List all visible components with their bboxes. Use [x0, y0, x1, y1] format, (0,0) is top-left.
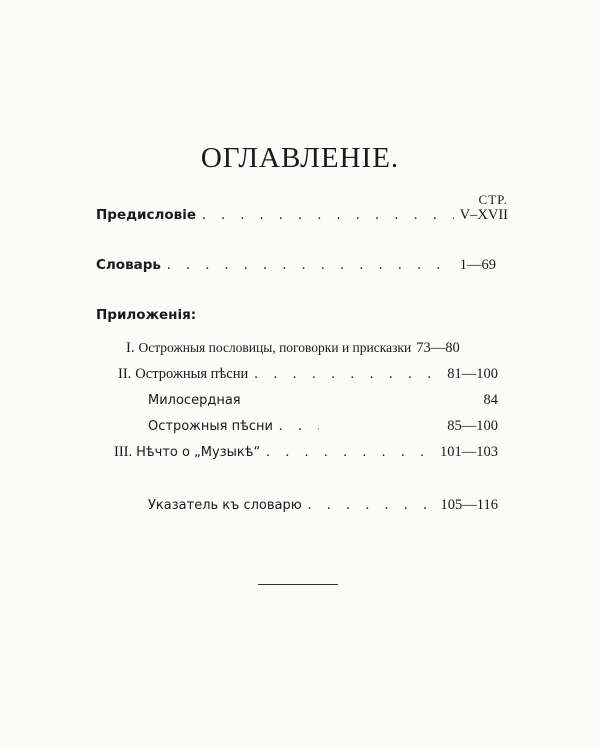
leader-dots: [254, 366, 441, 383]
toc-section-appendices: [96, 307, 196, 323]
leader-dots: [167, 257, 454, 274]
leader-dots: [308, 497, 435, 514]
toc-entry-pages: 105—116: [440, 497, 498, 513]
toc-entry-label: Милосердная: [148, 393, 241, 408]
closing-rule: [258, 584, 338, 585]
toc-entry-prison-songs-sub: [148, 418, 498, 435]
toc-entry-number: I.: [126, 340, 135, 356]
toc-entry-miloserdnaya: [148, 392, 498, 409]
toc-entry-number: III.: [114, 444, 133, 460]
toc-entry-appendix-1: [126, 340, 498, 357]
toc-entry-pages: 1—69: [459, 257, 496, 273]
toc-entry-index: [148, 497, 498, 514]
page-column-header: СТР.: [478, 192, 508, 207]
leader-dots: [202, 207, 454, 224]
toc-entry-appendix-3: [114, 444, 498, 461]
toc-entry-pages: V–XVII: [459, 207, 508, 223]
toc-entry-dictionary: [96, 257, 496, 274]
toc-entry-pages: 101—103: [440, 444, 498, 460]
toc-section-label: Приложенія:: [96, 307, 197, 323]
toc-entry-appendix-2: [118, 366, 498, 383]
toc-entry-label: Указатель къ словарю: [148, 498, 302, 513]
leader-dots: [266, 444, 434, 461]
toc-entry-preface: [96, 207, 508, 224]
toc-entry-pages: 84: [483, 392, 498, 408]
toc-entry-label: Острожныя пѣсни: [148, 419, 273, 434]
toc-entry-label: Острожныя пословицы, поговорки и присказки: [138, 340, 412, 355]
toc-entry-label: Предисловіе: [96, 207, 196, 223]
toc-entry-label: Словарь: [96, 257, 161, 273]
toc-entry-pages: 81—100: [447, 366, 498, 382]
toc-entry-label: Нѣчто о „Музыкѣ“: [136, 445, 261, 460]
toc-entry-label: Острожныя пѣсни: [135, 366, 249, 382]
toc-entry-pages: 73—80: [416, 340, 460, 356]
toc-entry-number: II.: [118, 366, 132, 382]
toc-entry-pages: 85—100: [447, 418, 498, 434]
leader-dots: [279, 418, 319, 435]
page-title: ОГЛАВЛЕНІЕ.: [200, 142, 400, 174]
